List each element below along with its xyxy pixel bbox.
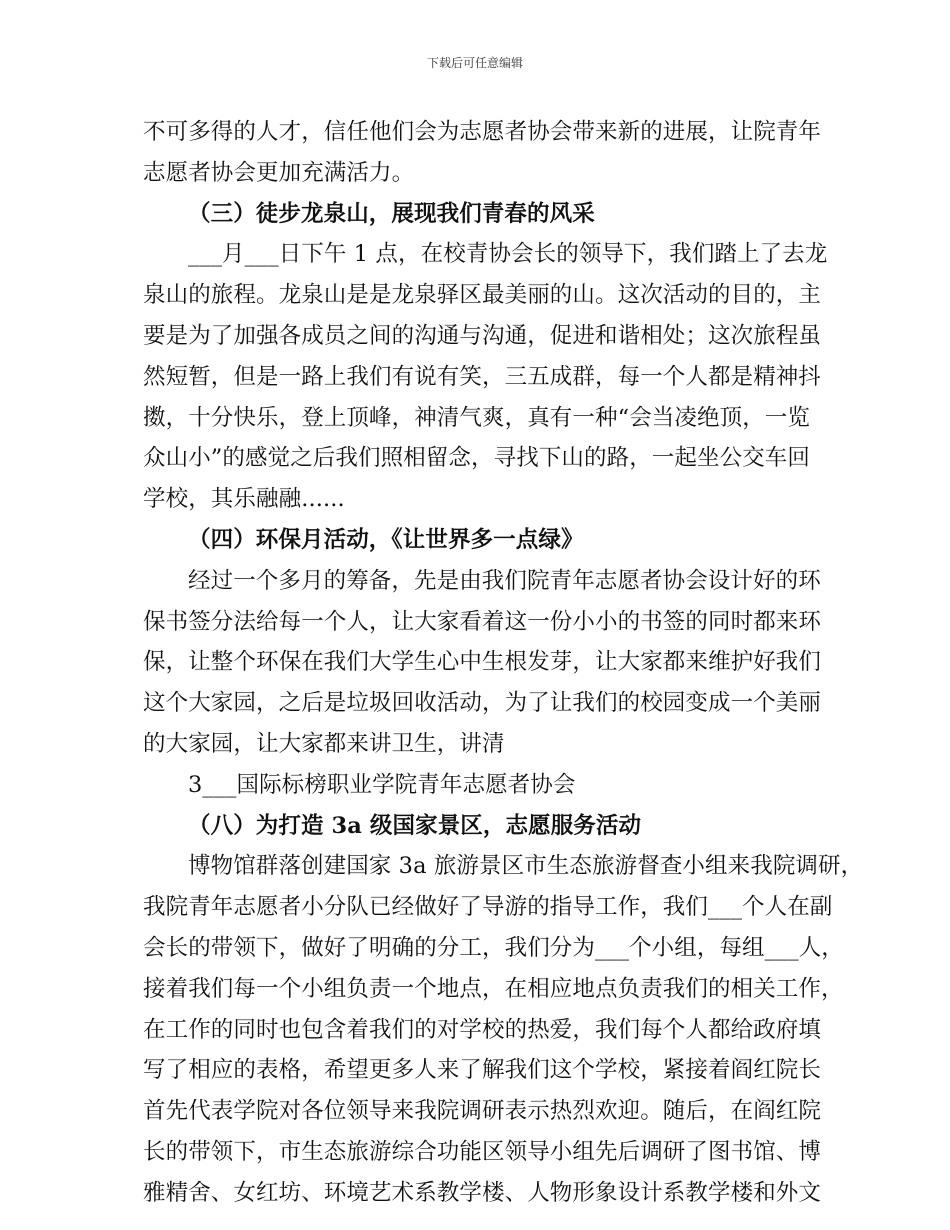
body-line: 接着我们每一个小组负责一个地点，在相应地点负责我们的相关工作，: [143, 975, 844, 1002]
body-line: 在工作的同时也包含着我们的对学校的热爱，我们每个人都给政府填: [143, 1016, 822, 1043]
body-line: 要是为了加强各成员之间的沟通与沟通，促进和谐相处；这次旅程虽: [143, 322, 822, 349]
document-body: [143, 112, 864, 1214]
body-line: 保，让整个环保在我们大学生心中生根发芽，让大家都来维护好我们: [143, 649, 822, 676]
body-line: 雅精舍、女红坊、环境艺术系教学楼、人物形象设计系教学楼和外文: [143, 1179, 822, 1206]
body-line: 写了相应的表格，希望更多人来了解我们这个学校，紧接着阎红院长: [143, 1057, 822, 1084]
body-line: 不可多得的人才，信任他们会为志愿者协会带来新的进展，让院青年: [143, 119, 822, 145]
body-line: ___月___日下午 1 点，在校青协会长的领导下，我们踏上了去龙: [188, 241, 828, 268]
section-heading: （四）环保月活动，《让世界多一点绿》: [188, 526, 584, 553]
body-line: 的大家园，让大家都来讲卫生，讲清: [143, 730, 505, 757]
body-line: 学校，其乐融融......: [143, 486, 345, 513]
body-line: 首先代表学院对各位领导来我院调研表示热烈欢迎。随后，在阎红院: [143, 1098, 822, 1125]
page-header: 下载后可任意编辑: [426, 56, 523, 70]
body-line: 3___国际标榜职业学院青年志愿者协会: [188, 771, 576, 798]
body-line: 泉山的旅程。龙泉山是是龙泉驿区最美丽的山。这次活动的目的，主: [143, 282, 822, 309]
body-line: 志愿者协会更加充满活力。: [143, 159, 415, 186]
section-heading: （八）为打造 3a 级国家景区，志愿服务活动: [188, 812, 642, 839]
body-line: 这个大家园，之后是垃圾回收活动，为了让我们的校园变成一个美丽: [143, 690, 822, 717]
section-heading: （三）徒步龙泉山，展现我们青春的风采: [188, 200, 595, 227]
body-line: 擞，十分快乐，登上顶峰，神清气爽，真有一种“会当凌绝顶，一览: [143, 404, 811, 431]
body-line: 会长的带领下，做好了明确的分工，我们分为___个小组，每组___人，: [143, 934, 844, 961]
body-line: 众山小”的感觉之后我们照相留念，寻找下山的路，一起坐公交车回: [143, 445, 811, 472]
body-line: 保书签分法给每一个人，让大家看着这一份小小的书签的同时都来环: [143, 608, 822, 635]
body-line: 经过一个多月的筹备，先是由我们院青年志愿者协会设计好的环: [188, 567, 821, 594]
body-line: 然短暂，但是一路上我们有说有笑，三五成群，每一个人都是精神抖: [143, 363, 822, 390]
body-line: 博物馆群落创建国家 3a 旅游景区市生态旅游督查小组来我院调研，: [188, 853, 864, 880]
body-line: 我院青年志愿者小分队已经做好了导游的指导工作，我们___个人在副: [143, 894, 833, 921]
body-line: 长的带领下，市生态旅游综合功能区领导小组先后调研了图书馆、博: [143, 1138, 822, 1165]
